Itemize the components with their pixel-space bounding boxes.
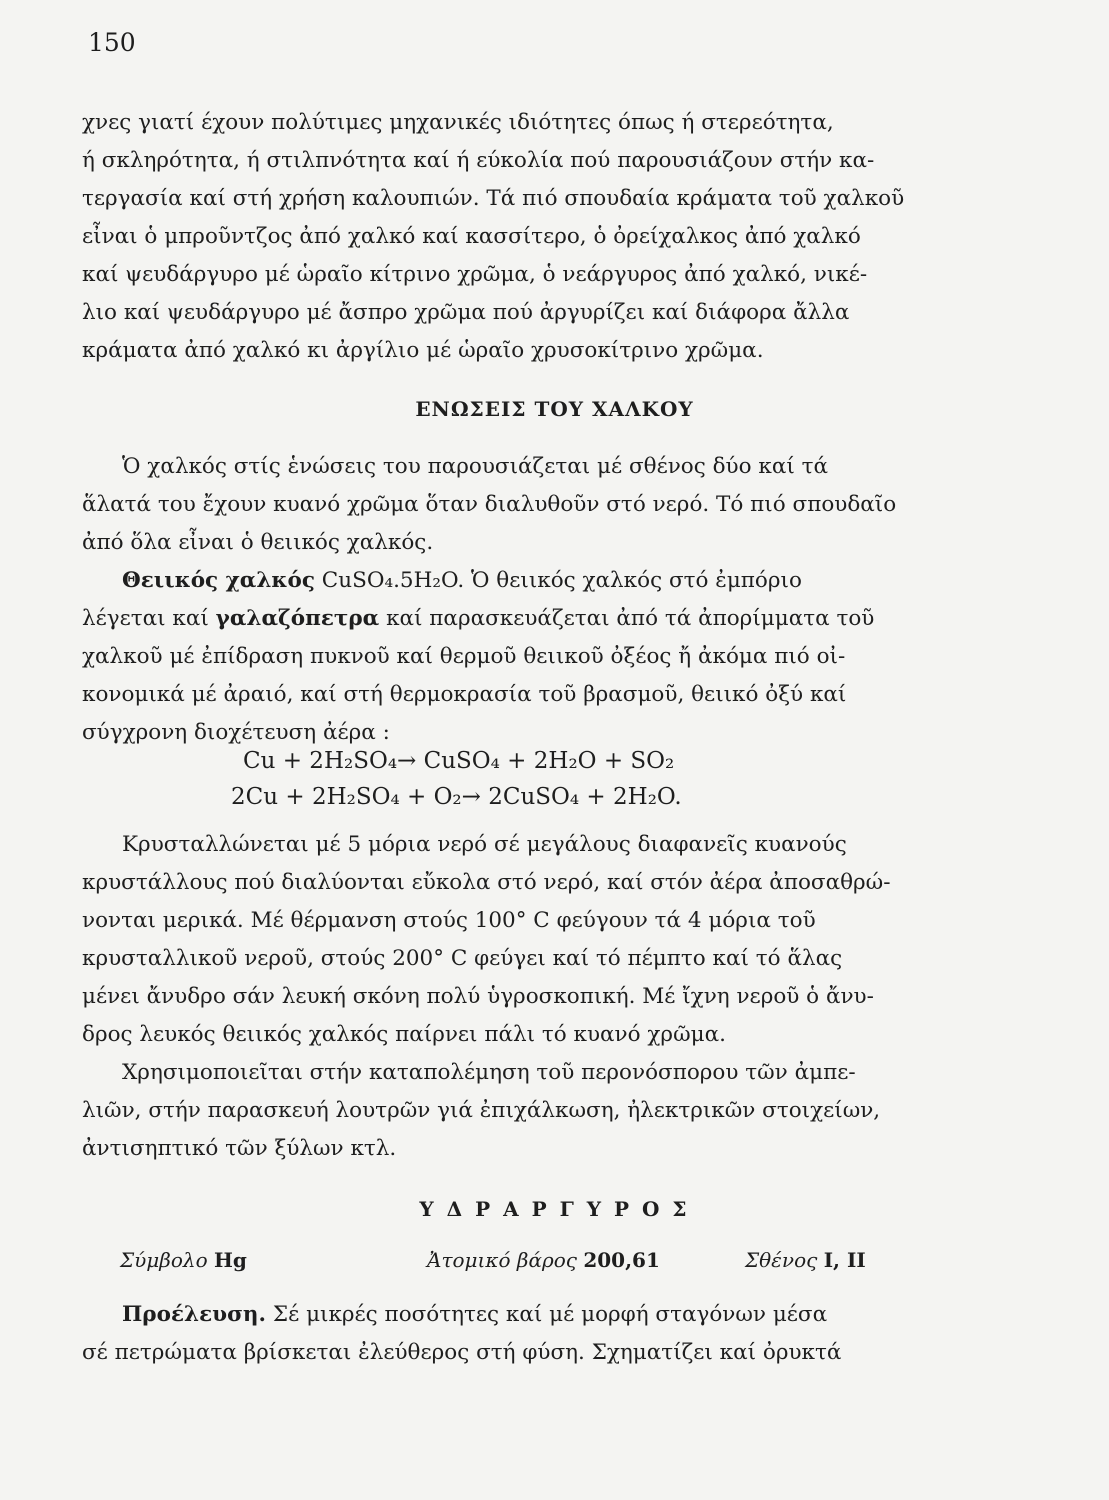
- text-line: κονομικά μέ ἀραιό, καί στή θερμοκρασία τοῦ βρασμοῦ, θειικό ὀξύ καί: [82, 682, 847, 707]
- text-line: ή σκληρότητα, ή στιλπνότητα καί ή εύκολία πού παρουσιάζουν στήν κα-: [82, 148, 875, 173]
- text-line: σύγχρονη διοχέτευση ἀέρα :: [82, 720, 390, 745]
- valence-info: [745, 1248, 866, 1272]
- term-origin: Προέλευση.: [122, 1302, 267, 1327]
- page-number: 150: [88, 28, 136, 57]
- text-line: νονται μερικά. Μέ θέρμανση στούς 100° C φεύγουν τά 4 μόρια τοῦ: [82, 908, 816, 933]
- text-line: λιῶν, στήν παρασκευή λουτρῶν γιά ἐπιχάλκωση, ἠλεκτρικῶν στοιχείων,: [82, 1098, 881, 1123]
- paragraph-copper-sulfate: [82, 562, 927, 752]
- atomic-weight-value: 200,61: [583, 1248, 660, 1272]
- text-line: χαλκοῦ μέ ἐπίδραση πυκνοῦ καί θερμοῦ θειικοῦ ὀξέος ἤ ἀκόμα πιό οἰ-: [82, 644, 846, 669]
- section-heading-mercury: Υ Δ Ρ Α Ρ Γ Υ Ρ Ο Σ: [419, 1197, 690, 1221]
- text-span: Ὁ θειικός χαλκός στό ἐμπόριο: [471, 568, 802, 593]
- text-line: [82, 600, 927, 638]
- text-line: κρυσταλλικοῦ νεροῦ, στούς 200° C φεύγει καί τό πέμπτο καί τό ἅλας: [82, 946, 843, 971]
- text-line: Χρησιμοποιεῖται στήν καταπολέμηση τοῦ περονόσπορου τῶν ἀμπε-: [122, 1060, 856, 1085]
- term-copper-sulfate: Θειικός χαλκός: [122, 568, 315, 593]
- section-heading-copper-compounds: ΕΝΩΣΕΙΣ ΤΟΥ ΧΑΛΚΟΥ: [415, 397, 694, 421]
- atomic-weight-label: Ἀτομικό βάρος: [427, 1248, 577, 1272]
- text-line: Ὁ χαλκός στίς ἑνώσεις του παρουσιάζεται μέ σθένος δύο καί τά: [122, 454, 829, 479]
- symbol-value: Hg: [213, 1248, 247, 1272]
- symbol-info: [120, 1248, 247, 1272]
- text-span: Σέ μικρές ποσότητες καί μέ μορφή σταγόνων μέσα: [272, 1302, 828, 1327]
- paragraph-crystallization: [82, 826, 927, 1054]
- paragraph-uses: [82, 1054, 927, 1168]
- term-galazopetra: γαλαζόπετρα: [215, 606, 380, 631]
- text-line: χνες γιατί έχουν πολύτιμες μηχανικές ιδιότητες όπως ή στερεότητα,: [82, 110, 834, 135]
- text-line: μένει ἄνυδρο σάν λευκή σκόνη πολύ ὑγροσκοπική. Μέ ἴχνη νεροῦ ὁ ἄνυ-: [82, 984, 874, 1009]
- equation-1: Cu + 2H₂SO₄→ CuSO₄ + 2H₂O + SO₂: [243, 748, 675, 774]
- text-line: τεργασία καί στή χρήση καλουπιών. Τά πιό σπουδαία κράματα τοῦ χαλκοῦ: [82, 186, 905, 211]
- text-line: ἀντισηπτικό τῶν ξύλων κτλ.: [82, 1136, 397, 1161]
- equation-2: 2Cu + 2H₂SO₄ + O₂→ 2CuSO₄ + 2H₂O.: [231, 784, 682, 810]
- text-span: καί παρασκευάζεται ἀπό τά ἀπορίμματα τοῦ: [386, 606, 875, 631]
- atomic-weight-info: [427, 1248, 660, 1272]
- valence-value: I, II: [823, 1248, 866, 1272]
- text-line: εἶναι ὁ μπροῦντζος ἀπό χαλκό καί κασσίτερο, ὁ ὀρείχαλκος ἀπό χαλκό: [82, 224, 861, 249]
- text-line: κράματα ἀπό χαλκό κι ἀργίλιο μέ ὡραῖο χρυσοκίτρινο χρῶμα.: [82, 338, 764, 363]
- paragraph-copper-compounds: [82, 448, 927, 562]
- text-line: δρος λευκός θειικός χαλκός παίρνει πάλι τό κυανό χρῶμα.: [82, 1022, 726, 1047]
- symbol-label: Σύμβολο: [120, 1248, 208, 1272]
- text-span: λέγεται καί: [82, 606, 209, 631]
- text-line: σέ πετρώματα βρίσκεται ἐλεύθερος στή φύση. Σχηματίζει καί ὀρυκτά: [82, 1340, 842, 1365]
- formula: CuSO₄.5H₂O.: [321, 568, 465, 593]
- text-line: ἅλατά του ἔχουν κυανό χρῶμα ὅταν διαλυθοῦν στό νερό. Τό πιό σπουδαῖο: [82, 492, 897, 517]
- paragraph-alloys: [82, 104, 927, 370]
- text-line: [82, 562, 927, 600]
- text-line: καί ψευδάργυρο μέ ὡραῖο κίτρινο χρῶμα, ὁ νεάργυρος ἀπό χαλκό, νικέ-: [82, 262, 868, 287]
- text-line: λιο καί ψευδάργυρο μέ ἄσπρο χρῶμα πού ἀργυρίζει καί διάφορα ἄλλα: [82, 300, 850, 325]
- text-line: Κρυσταλλώνεται μέ 5 μόρια νερό σέ μεγάλους διαφανεῖς κυανούς: [122, 832, 847, 857]
- text-line: [82, 1296, 927, 1334]
- valence-label: Σθένος: [745, 1248, 818, 1272]
- text-line: κρυστάλλους πού διαλύονται εὔκολα στό νερό, καί στόν ἀέρα ἀποσαθρώ-: [82, 870, 891, 895]
- text-line: ἀπό ὅλα εἶναι ὁ θειικός χαλκός.: [82, 530, 434, 555]
- paragraph-origin: [82, 1296, 927, 1372]
